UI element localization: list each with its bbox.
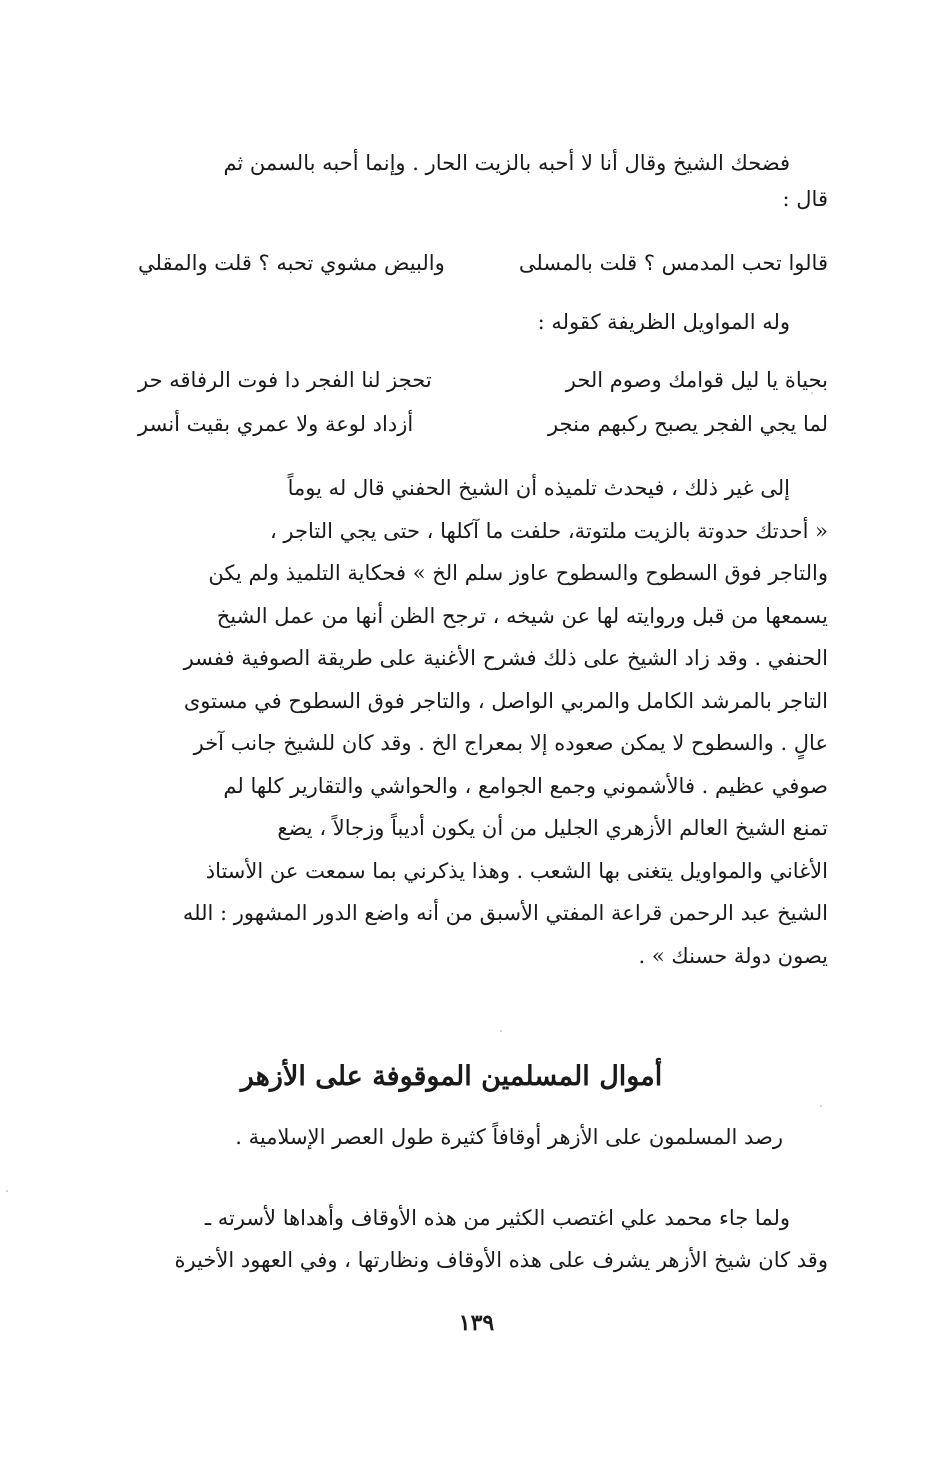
paragraph-line: يسمعها من قبل وروايته لها عن شيخه ، ترجح الظن أنها من عمل الشيخ — [216, 603, 828, 628]
main-paragraph — [138, 467, 828, 977]
paragraph-line: التاجر بالمرشد الكامل والمربي الواصل ، والتاجر فوق السطوح في مستوى — [183, 688, 828, 713]
poem-verse — [138, 362, 828, 398]
scan-speck — [820, 1105, 822, 1107]
verse-second-hemistich: أزداد لوعة ولا عمري بقيت أنسر — [138, 412, 414, 436]
verse-first-hemistich: قالوا تحب المدمس ؟ قلت بالمسلى — [518, 251, 828, 275]
final-paragraph — [138, 1197, 828, 1281]
paragraph-line: عالٍ . والسطوح لا يمكن صعوده إلا بمعراج الخ . وقد كان للشيخ جانب آخر — [193, 731, 828, 755]
paragraph-line: إلى غير ذلك ، فيحدث تلميذه أن الشيخ الحفني قال له يوماً — [287, 476, 790, 500]
section-subtitle: رصد المسلمون على الأزهر أوقافاً كثيرة طول العصر الإسلامية . — [235, 1125, 783, 1149]
scan-speck — [6, 1190, 8, 1192]
scan-speck — [500, 1030, 502, 1032]
poem-verse — [138, 245, 828, 281]
verse-first-hemistich: بحياة يا ليل قوامك وصوم الحر — [565, 368, 828, 392]
paragraph-line: الأغاني والمواويل يتغنى بها الشعب . وهذا يذكرني بما سمعت عن الأستاذ — [205, 858, 828, 883]
scan-speck — [811, 392, 813, 394]
poem-verse — [138, 406, 828, 442]
paragraph-line: تمنع الشيخ العالم الأزهري الجليل من أن يكون أديباً وزجالاً ، يضع — [277, 816, 828, 840]
intro-line: فضحك الشيخ وقال أنا لا أحبه بالزيت الحار . وإنما أحبه بالسمن ثم — [223, 151, 790, 175]
mawawil-intro — [138, 304, 828, 340]
paragraph-line: الشيخ عبد الرحمن قراعة المفتي الأسبق من أنه واضع الدور المشهور : الله — [182, 901, 828, 925]
section-heading: أموال المسلمين الموقوفة على الأزهر — [240, 1061, 663, 1092]
page-number: ١٣٩ — [458, 1310, 495, 1336]
verse-second-hemistich: والبيض مشوي تحبه ؟ قلت والمقلي — [138, 251, 445, 275]
paragraph-line: ولما جاء محمد علي اغتصب الكثير من هذه الأوقاف وأهداها لأسرته ـ — [204, 1206, 790, 1230]
verse-first-hemistich: لما يجي الفجر يصبح ركبهم منجر — [547, 412, 828, 436]
mawawil-intro-line: وله المواويل الظريفة كقوله : — [537, 310, 790, 334]
verse-second-hemistich: تحجز لنا الفجر دا فوت الرفاقه حر — [138, 368, 432, 392]
intro-line: قال : — [782, 187, 828, 211]
paragraph-line: يصون دولة حسنك » . — [638, 943, 828, 968]
paragraph-line: والتاجر فوق السطوح والسطوح عاوز سلم الخ » فحكاية التلميذ ولم يكن — [208, 561, 828, 585]
paragraph-line: الحنفي . وقد زاد الشيخ على ذلك فشرح الأغنية على طريقة الصوفية ففسر — [183, 646, 828, 670]
paragraph-line: « أحدتك حدوتة بالزيت ملتوتة، حلفت ما آكلها ، حتى يجي التاجر ، — [269, 518, 828, 543]
paragraph-line: صوفي عظيم . فالأشموني وجمع الجوامع ، والحواشي والتقارير كلها لم — [223, 773, 828, 798]
paragraph-line: وقد كان شيخ الأزهر يشرف على هذه الأوقاف ونظارتها ، وفي العهود الأخيرة — [174, 1248, 828, 1272]
intro-paragraph — [138, 145, 828, 217]
